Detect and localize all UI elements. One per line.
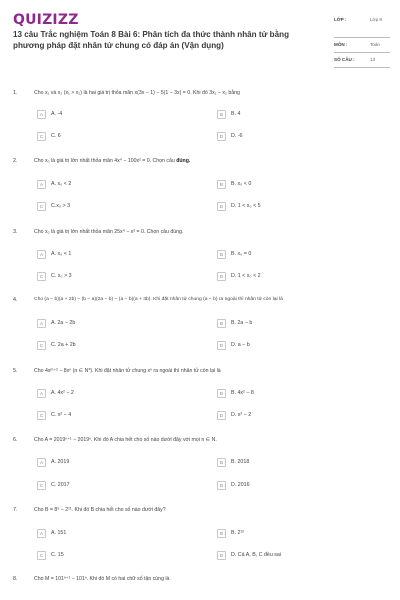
option-text: C.x₀ > 3 bbox=[51, 203, 71, 209]
option-letter-box: B bbox=[217, 389, 226, 398]
option-letter-box: C bbox=[37, 132, 46, 141]
option-b[interactable] bbox=[217, 179, 251, 189]
option-letter-box: A bbox=[37, 529, 46, 538]
option-text: C. x² − 4 bbox=[51, 412, 72, 418]
option-c[interactable] bbox=[37, 271, 72, 281]
question-number: 7. bbox=[13, 507, 18, 513]
option-b[interactable] bbox=[217, 249, 251, 259]
option-text: B. 2¹² bbox=[231, 530, 244, 536]
question-text bbox=[34, 158, 390, 164]
question-number: 1. bbox=[13, 90, 18, 96]
option-letter-box: B bbox=[217, 458, 226, 467]
option-letter-box: C bbox=[37, 481, 46, 490]
meta-label: LỚP : bbox=[334, 17, 347, 22]
meta-value: Lớp 8 bbox=[370, 17, 382, 22]
option-text: D. 1 < x₀ < 5 bbox=[231, 203, 261, 209]
option-text: A. -4 bbox=[51, 111, 63, 117]
option-letter-box: D bbox=[217, 132, 226, 141]
option-text: C. 2017 bbox=[51, 482, 70, 488]
option-b[interactable] bbox=[217, 457, 249, 467]
option-letter-box: C bbox=[37, 551, 46, 560]
option-d[interactable] bbox=[217, 131, 242, 141]
option-letter-box: D bbox=[217, 341, 226, 350]
option-letter-box: A bbox=[37, 250, 46, 259]
option-text: C. 2a + 2b bbox=[51, 342, 76, 348]
meta-divider bbox=[334, 52, 390, 53]
question-text: Cho A = 2019ⁿ⁺¹ − 2019ⁿ. Khi đó A chia hết cho số nào dưới đây với mọi n ∈ N. bbox=[34, 437, 217, 443]
question-number: 8. bbox=[13, 576, 18, 582]
option-text: A. x₀ < 1 bbox=[51, 251, 72, 257]
option-letter-box: C bbox=[37, 341, 46, 350]
option-c[interactable] bbox=[37, 201, 70, 211]
option-letter-box: B bbox=[217, 529, 226, 538]
option-letter-box: A bbox=[37, 389, 46, 398]
option-b[interactable] bbox=[217, 528, 244, 538]
question-text: Cho x₀ là giá trị lớn nhất thỏa mãn 25x⁴ − x² = 0. Chọn câu đúng. bbox=[34, 229, 184, 235]
question-text-main: Cho x₀ là giá trị lớn nhất thỏa mãn 4x⁴ − 100x² = 0. Chọn câu bbox=[34, 158, 175, 164]
option-b[interactable] bbox=[217, 318, 252, 328]
question-number: 5. bbox=[13, 368, 18, 374]
question-text-emphasis: đúng. bbox=[176, 158, 191, 164]
option-c[interactable] bbox=[37, 340, 76, 350]
option-text: D. Cả A, B, C đều sai bbox=[231, 552, 282, 558]
option-d[interactable] bbox=[217, 201, 261, 211]
option-b[interactable] bbox=[217, 109, 240, 119]
option-d[interactable] bbox=[217, 340, 250, 350]
meta-divider bbox=[334, 37, 390, 38]
option-text: C. x₀ > 3 bbox=[51, 273, 72, 279]
question-number: 2. bbox=[13, 158, 18, 164]
option-text: A. 2a − 2b bbox=[51, 320, 76, 326]
option-letter-box: D bbox=[217, 411, 226, 420]
option-a[interactable] bbox=[37, 249, 71, 259]
worksheet-header bbox=[0, 0, 400, 72]
option-a[interactable] bbox=[37, 457, 69, 467]
option-text: D. a − b bbox=[231, 342, 250, 348]
question-text: Cho M = 101ⁿ⁺¹ − 101ⁿ. Khi đó M có hai chữ số tận cùng là bbox=[34, 576, 170, 582]
option-a[interactable] bbox=[37, 318, 75, 328]
quizizz-logo[interactable]: QUIZIZZ bbox=[13, 12, 79, 28]
option-text: D. x² − 2 bbox=[231, 412, 252, 418]
option-text: C. 15 bbox=[51, 552, 64, 558]
option-letter-box: B bbox=[217, 110, 226, 119]
option-text: B. 2a − b bbox=[231, 320, 253, 326]
option-a[interactable] bbox=[37, 109, 62, 119]
question-text: Cho B = 8⁵ − 2¹¹. Khi đó B chia hết cho số nào dưới đây? bbox=[34, 507, 166, 513]
option-letter-box: C bbox=[37, 272, 46, 281]
option-text: A. 2019 bbox=[51, 459, 70, 465]
option-d[interactable] bbox=[217, 480, 250, 490]
option-letter-box: C bbox=[37, 411, 46, 420]
option-letter-box: D bbox=[217, 202, 226, 211]
option-text: B. x₀ = 0 bbox=[231, 251, 252, 257]
option-text: B. 4 bbox=[231, 111, 241, 117]
question-text: Cho (a − b)(a + 2b) − (b − a)(2a − b) − (a − b)(a + 3b). Khi đặt nhân tử chung (a − b) ra ngoài thì nhân tử còn lại là bbox=[34, 297, 283, 302]
worksheet-title: 13 câu Trắc nghiệm Toán 8 Bài 6: Phân tích đa thức thành nhân tử bằng phương pháp đặt nhân tử chung có đáp án (Vận dụng) bbox=[13, 30, 290, 50]
meta-value: Toán bbox=[370, 42, 380, 47]
meta-label: SỐ CÂU : bbox=[334, 57, 355, 62]
question-number: 6. bbox=[13, 437, 18, 443]
option-b[interactable] bbox=[217, 388, 254, 398]
option-letter-box: A bbox=[37, 319, 46, 328]
question-number: 4. bbox=[13, 297, 18, 303]
option-d[interactable] bbox=[217, 410, 251, 420]
option-letter-box: D bbox=[217, 481, 226, 490]
option-text: D. 1 < x₀ < 2 bbox=[231, 273, 261, 279]
option-text: A. 151 bbox=[51, 530, 67, 536]
option-c[interactable] bbox=[37, 410, 71, 420]
option-letter-box: B bbox=[217, 319, 226, 328]
option-letter-box: D bbox=[217, 272, 226, 281]
question-text: Cho x₁ và x₂ (x₁ > x₂) là hai giá trị thỏa mãn x(3x − 1) − 5(1 − 3x) = 0. Khi đó 3x₁ − x₂ bằng bbox=[34, 90, 240, 96]
option-letter-box: D bbox=[217, 551, 226, 560]
option-d[interactable] bbox=[217, 271, 261, 281]
option-a[interactable] bbox=[37, 179, 71, 189]
meta-value: 13 bbox=[370, 57, 376, 62]
option-letter-box: C bbox=[37, 202, 46, 211]
question-text: Cho 4xᵐ⁺² − 8xⁿ (n ∈ N*). Khi đặt nhân tử chung xⁿ ra ngoài thì nhân tử còn lại là bbox=[34, 368, 221, 374]
option-c[interactable] bbox=[37, 480, 70, 490]
question-number: 3. bbox=[13, 229, 18, 235]
meta-divider bbox=[334, 67, 390, 68]
option-letter-box: A bbox=[37, 180, 46, 189]
option-letter-box: A bbox=[37, 458, 46, 467]
option-text: C. 6 bbox=[51, 133, 61, 139]
option-text: A. 4x² − 2 bbox=[51, 390, 74, 396]
option-text: B. 4x² − 8 bbox=[231, 390, 254, 396]
option-text: B. 2018 bbox=[231, 459, 250, 465]
option-letter-box: B bbox=[217, 250, 226, 259]
option-d[interactable] bbox=[217, 550, 281, 560]
option-letter-box: A bbox=[37, 110, 46, 119]
option-text: D. 2016 bbox=[231, 482, 250, 488]
option-a[interactable] bbox=[37, 388, 74, 398]
option-text: B. x₀ < 0 bbox=[231, 181, 252, 187]
meta-label: MÔN : bbox=[334, 42, 348, 47]
option-c[interactable] bbox=[37, 550, 64, 560]
option-text: D. -6 bbox=[231, 133, 243, 139]
option-text: A. x₀ < 2 bbox=[51, 181, 72, 187]
option-a[interactable] bbox=[37, 528, 66, 538]
option-c[interactable] bbox=[37, 131, 61, 141]
option-letter-box: B bbox=[217, 180, 226, 189]
